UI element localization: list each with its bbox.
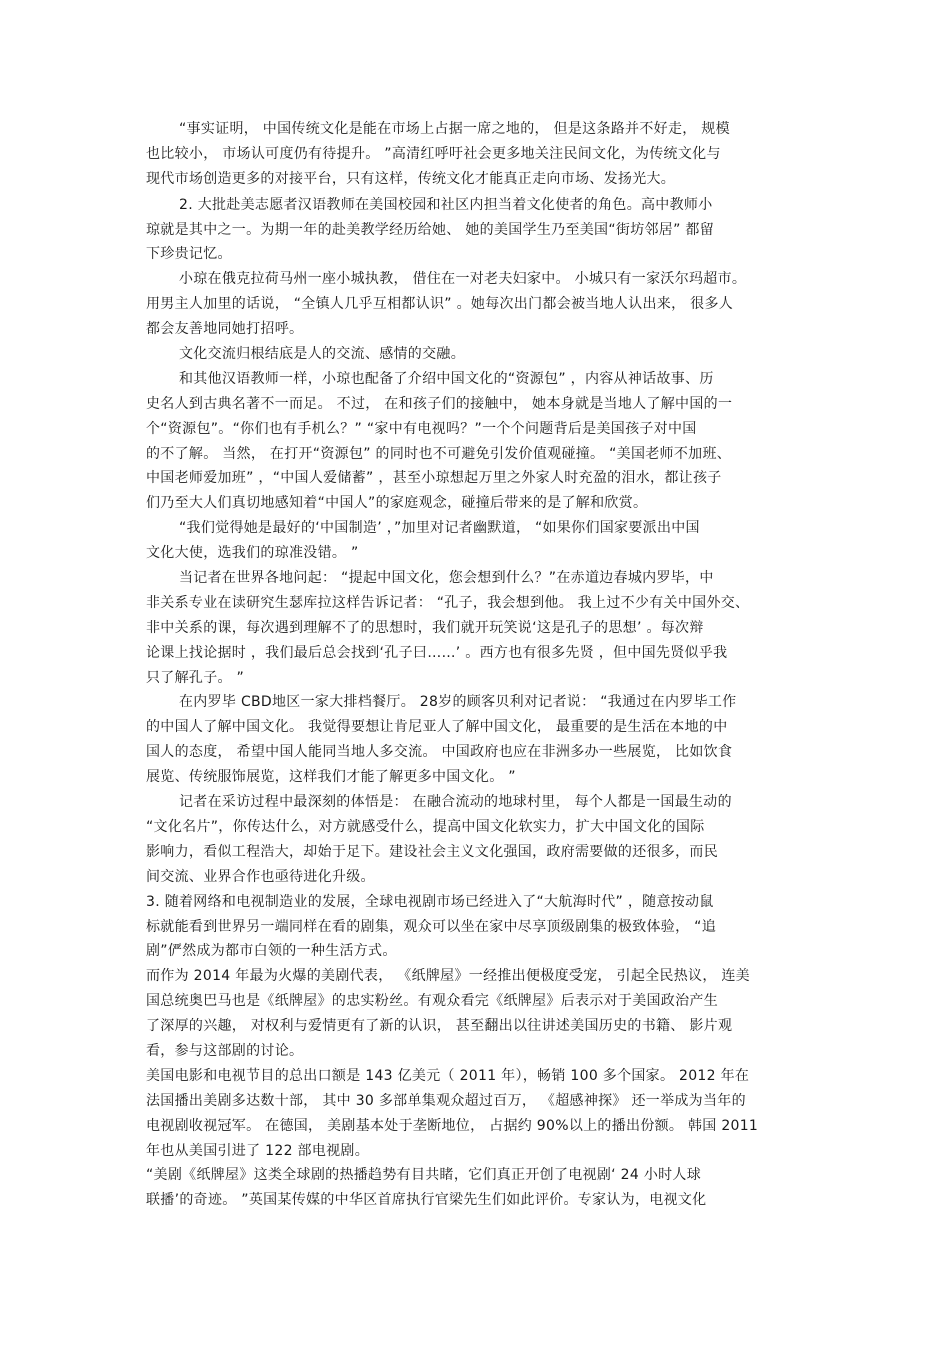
text-line: 文化大使，选我们的琼准没错。 ”: [146, 545, 359, 562]
text-line: 非中关系的课，每次遇到理解不了的思想时，我们就开玩笑说‘这是孔子的思想’ 。每次辩: [146, 619, 704, 636]
text-line: 文化交流归根结底是人的交流、感情的交融。: [179, 346, 465, 363]
text-line: 小琼在俄克拉荷马州一座小城执教， 借住在一对老夫妇家中。 小城只有一家沃尔玛超市。: [179, 271, 747, 288]
text-line: 当记者在世界各地问起： “提起中国文化，您会想到什么？”在赤道边春城内罗毕，中: [179, 570, 714, 587]
text-line: 国人的态度， 希望中国人能同当地人多交流。 中国政府也应在非洲多办一些展览， 比如饮食: [146, 744, 733, 761]
text-line: 的不了解。 当然， 在打开“资源包” 的同时也不可避免引发价值观碰撞。 “美国老师不加班、: [146, 445, 732, 462]
text-line: 美国电影和电视节目的总出口额是 143 亿美元（ 2011 年），畅销 100 多个国家。 2012 年在: [146, 1067, 750, 1084]
text-line: 看，参与这部剧的讨论。: [146, 1042, 304, 1059]
text-line: 年也从美国引进了 122 部电视剧。: [146, 1142, 370, 1159]
text-line: 记者在采访过程中最深刻的体悟是： 在融合流动的地球村里， 每个人都是一国最生动的: [179, 794, 732, 811]
text-line: 法国播出美剧多达数十部， 其中 30 多部单集观众超过百万， 《超感神探》 还一举成为当年的: [146, 1092, 746, 1109]
text-line: 也比较小， 市场认可度仍有待提升。 ”高清红呼吁社会更多地关注民间文化，为传统文化与: [146, 145, 721, 162]
text-line: 剧”俨然成为都市白领的一种生活方式。: [146, 943, 397, 960]
text-line: 标就能看到世界另一端同样在看的剧集，观众可以坐在家中尽享顶级剧集的极致体验， “追: [146, 918, 717, 935]
text-line: “我们觉得她是最好的‘中国制造’ ，”加里对记者幽默道， “如果你们国家要派出中国: [179, 520, 700, 537]
text-line: 琼就是其中之一。为期一年的赴美教学经历给她、 她的美国学生乃至美国“街坊邻居” 都留: [146, 221, 715, 238]
text-line: 们乃至大人们真切地感知着“中国人”的家庭观念，碰撞后带来的是了解和欣赏。: [146, 495, 648, 512]
text-line: 间交流、业界合作也亟待进化升级。: [146, 868, 375, 885]
article-body: [146, 117, 810, 1213]
text-line: 影响力，看似工程浩大，却始于足下。建设社会主义文化强国，政府需要做的还很多，而民: [146, 843, 718, 860]
text-line: “事实证明， 中国传统文化是能在市场上占据一席之地的， 但是这条路并不好走， 规模: [179, 121, 730, 137]
text-line: 中国老师爱加班” ，“中国人爱储蓄” ，甚至小琼想起万里之外家人时充盈的泪水，都让孩子: [146, 470, 722, 487]
text-line: 的中国人了解中国文化。 我觉得要想让肯尼亚人了解中国文化， 最重要的是生活在本地的中: [146, 719, 728, 736]
text-line: 个“资源包”。“你们也有手机么？” “家中有电视吗？”一个个问题背后是美国孩子对中国: [146, 420, 697, 437]
text-line: 现代市场创造更多的对接平台，只有这样，传统文化才能真正走向市场、发扬光大。: [146, 170, 676, 187]
text-line: 2. 大批赴美志愿者汉语教师在美国校园和社区内担当着文化使者的角色。高中教师小: [179, 196, 713, 213]
text-line: 都会友善地同她打招呼。: [146, 321, 304, 338]
text-line: 史名人到古典名著不一而足。 不过， 在和孩子们的接触中， 她本身就是当地人了解中国的一: [146, 395, 733, 412]
text-line: 展览、传统服饰展览，这样我们才能了解更多中国文化。 ”: [146, 769, 516, 786]
text-line: 而作为 2014 年最为火爆的美剧代表， 《纸牌屋》一经推出便极度受宠， 引起全民热议， 连美: [146, 968, 750, 985]
text-line: 和其他汉语教师一样，小琼也配备了介绍中国文化的“资源包” ，内容从神话故事、历: [179, 370, 714, 387]
text-line: 联播’的奇迹。 ”英国某传媒的中华区首席执行官梁先生们如此评价。专家认为，电视文化: [146, 1192, 707, 1209]
text-line: 电视剧收视冠军。 在德国， 美剧基本处于垄断地位， 占据约 90%以上的播出份额。 韩国 2011: [146, 1117, 759, 1134]
text-line: 用男主人加里的话说， “全镇人几乎互相都认识” 。她每次出门都会被当地人认出来， 很多人: [146, 296, 734, 313]
text-line: 只了解孔子。 ”: [146, 669, 245, 686]
text-line: 在内罗毕 CBD地区一家大排档餐厅。 28岁的顾客贝利对记者说： “我通过在内罗毕工作: [179, 694, 737, 711]
text-line: 国总统奥巴马也是《纸牌屋》的忠实粉丝。有观众看完《纸牌屋》后表示对于美国政治产生: [146, 993, 718, 1010]
text-line: 非关系专业在读研究生瑟库拉这样告诉记者： “孔子，我会想到他。 我上过不少有关中国外交、: [146, 594, 750, 611]
text-line: 下珍贵记忆。: [146, 246, 232, 263]
text-line: 3. 随着网络和电视制造业的发展，全球电视剧市场已经进入了“大航海时代” ，随意按动鼠: [146, 893, 714, 910]
text-line: 论课上找论据时 ，我们最后总会找到‘孔子曰……’ 。西方也有很多先贤 ，但中国先贤似乎我: [146, 644, 728, 661]
text-line: 了深厚的兴趣， 对权利与爱情更有了新的认识， 甚至翻出以往讲述美国历史的书籍、 影片观: [146, 1018, 733, 1035]
text-line: “文化名片”，你传达什么，对方就感受什么，提高中国文化软实力，扩大中国文化的国际: [146, 818, 705, 835]
text-line: “美剧《纸牌屋》这类全球剧的热播趋势有目共睹，它们真正开创了电视剧‘ 24 小时人球: [146, 1167, 702, 1184]
